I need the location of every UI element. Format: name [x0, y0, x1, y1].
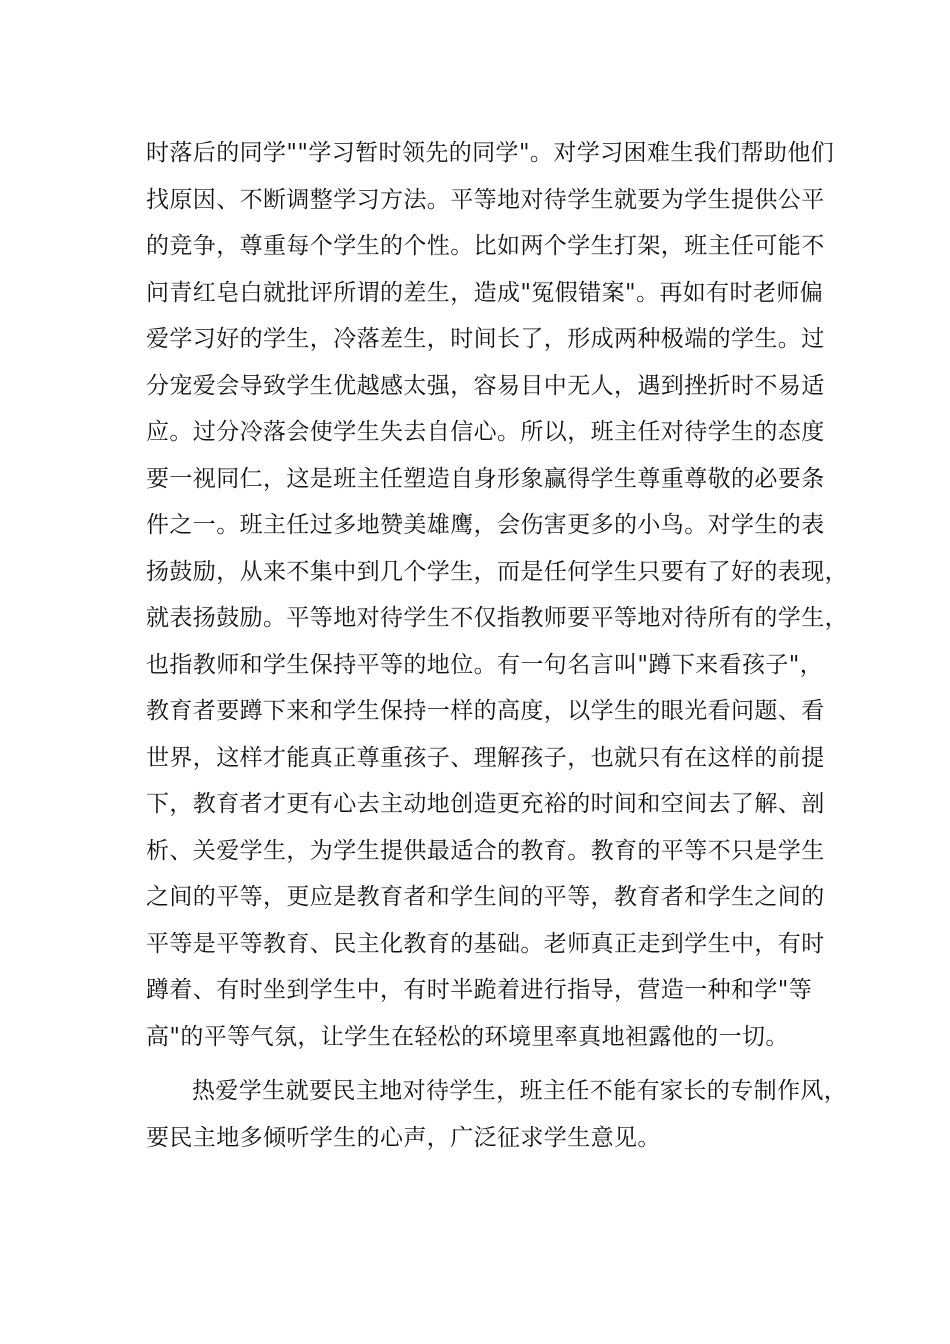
- text-line: 扬鼓励，从来不集中到几个学生，而是任何学生只要有了好的表现，: [146, 558, 848, 585]
- text-line: 的竞争，尊重每个学生的个性。比如两个学生打架，班主任可能不: [146, 233, 825, 259]
- text-line: 之间的平等，更应是教育者和学生间的平等，教育者和学生之间的: [146, 884, 825, 910]
- text-line: 应。过分冷落会使学生失去自信心。所以，班主任对待学生的态度: [146, 419, 825, 445]
- text-line: 就表扬鼓励。平等地对待学生不仅指教师要平等地对待所有的学生，: [146, 605, 848, 631]
- paragraph-gap: [146, 1060, 836, 1068]
- text-line: 要民主地多倾听学生的心声，广泛征求学生意见。: [146, 1124, 661, 1151]
- text-line: 要一视同仁，这是班主任塑造自身形象赢得学生尊重尊敬的必要条: [146, 465, 825, 492]
- text-line: 世界，这样才能真正尊重孩子、理解孩子，也就只有在这样的前提: [146, 744, 825, 771]
- text-line: 下，教育者才更有心去主动地创造更充裕的时间和空间去了解、剖: [146, 791, 825, 817]
- text-line: 热爱学生就要民主地对待学生，班主任不能有家长的专制作风，: [192, 1078, 848, 1104]
- text-line: 分宠爱会导致学生优越感太强，容易目中无人，遇到挫折时不易适: [146, 372, 825, 399]
- text-line: 析、关爱学生，为学生提供最适合的教育。教育的平等不只是学生: [146, 837, 825, 864]
- paragraph: [146, 130, 848, 1060]
- text-line: 时落后的同学""学习暂时领先的同学"。对学习困难生我们帮助他们: [146, 140, 835, 166]
- text-line: 问青红皂白就批评所谓的差生，造成"冤假错案"。再如有时老师偏: [146, 279, 824, 306]
- text-line: 爱学习好的学生，冷落差生，时间长了，形成两种极端的学生。过: [146, 326, 825, 352]
- paragraph: [146, 1068, 848, 1161]
- text-line: 平等是平等教育、民主化教育的基础。老师真正走到学生中，有时: [146, 930, 825, 957]
- text-line: 件之一。班主任过多地赞美雄鹰，会伤害更多的小鸟。对学生的表: [146, 512, 825, 538]
- text-line: 找原因、不断调整学习方法。平等地对待学生就要为学生提供公平: [146, 186, 825, 213]
- text-line: 也指教师和学生保持平等的地位。有一句名言叫"蹲下来看孩子"，: [146, 651, 824, 678]
- document-body: [146, 130, 848, 1161]
- text-line: 高"的平等气氛，让学生在轻松的环境里率真地袒露他的一切。: [146, 1023, 789, 1050]
- text-line: 蹲着、有时坐到学生中，有时半跪着进行指导，营造一种和学"等: [146, 977, 813, 1003]
- text-line: 教育者要蹲下来和学生保持一样的高度，以学生的眼光看问题、看: [146, 698, 825, 724]
